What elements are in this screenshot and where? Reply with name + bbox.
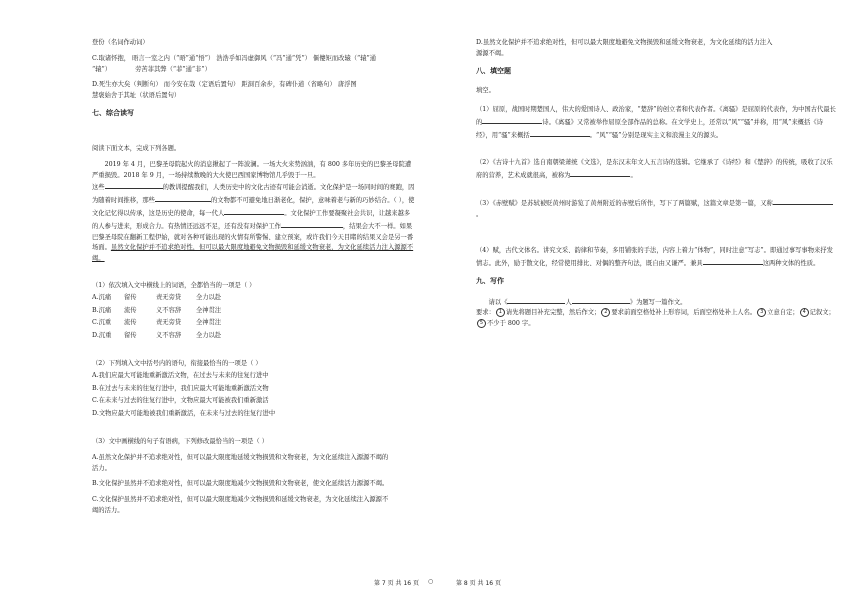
- passage-paragraph-2: 这些 的教训提醒我们，人类历史中的文化古迹有可能会消逝。文化保护是一场同时间的赛跑，因为随着时间推移，那些 的文物都不可避免地日渐老化，保护，意味着老与新的巧妙结合。（ ），使文化记忆得以传承，这是历史的使命，每一代人 。文化保护工作要凝聚社会共识，让越来越多的人参与进来，形成合力。有热情还远远不足，还有没有对保护工作 ，结果会大不一样。如果巴黎圣母院在翻新工程伊始，就对各种可能出现的火情有所警惕、建立预案，或许我们今天目睹的结果又会是另一番场面。虽然文化保护并不追求绝对性，但可以最大限度地避免文物损毁和延缓文物衰老，为文化延续活力注入源源不竭。: [92, 181, 416, 265]
- circled-number: 1: [496, 308, 505, 317]
- section-heading-writing: 九、写作: [476, 276, 504, 285]
- option-d-line: D.死生亦大矣（判断句） 而今安在哉（定语后置句） 距洞百余步，有碑仆道（省略句） 唐浮图: [92, 81, 357, 89]
- circled-number: 4: [800, 308, 809, 317]
- section-heading: 七、综合读写: [92, 108, 134, 117]
- q2-option-d: D.文物应最大可能地被我们重新激活，在未来与过去的往复行进中: [92, 410, 276, 418]
- option-d-line-2: 慧褒始舍于其址（状语后置句）: [92, 92, 181, 100]
- circled-number: 2: [601, 308, 610, 317]
- q1-options: [92, 292, 416, 343]
- q3-option-c: C.文化保护虽然并不追求绝对性，但可以最大限度地减少文物损毁和延缓文物衰老，为文化延续注入源源不: [92, 496, 389, 504]
- q2-option-a: A.我们应最大可能地重新激活文物，在过去与未来的往复行进中: [92, 371, 269, 379]
- q3-option-d-2: 源源不竭。: [476, 49, 508, 57]
- q1-option-a: A.沉痛 留传 责无旁贷 全力以赴: [92, 293, 222, 301]
- circled-number: 5: [477, 319, 486, 328]
- writing-requirements: 要求： 1 请先将题目补充完整，然后作文； 2 要求前面空格处补上形容词，后面空格处补上人名。 3 立意自定； 4 记叙文；5 不少于 800 字。: [476, 309, 835, 328]
- right-page: [430, 0, 860, 608]
- q3-option-a-2: 活力。: [92, 464, 111, 472]
- passage-paragraph: 2019 年 4 月，巴黎圣母院起火的消息揪起了一阵波澜。一场大火来势汹汹，有 800 多年历史的巴黎圣母院遭严重损毁。2018 年 9 月，一场持续数晚的大火使巴西国家博物馆几乎毁于一旦。: [92, 160, 412, 179]
- q3-option-a: A.虽然文化保护并不追求绝对性，但可以最大限度地延缓文物损毁和文物衰老，为文化延续注入源源不竭的: [92, 453, 389, 461]
- binding-mark: ○: [428, 578, 434, 585]
- fill-question-1: （1）屈原，战国时期楚国人，伟大的爱国诗人、政治家，“楚辞”的创立者和代表作者。《离骚》是屈原的代表作，为中国古代最长的 诗。《离骚》又常被举作屈原全部作品的总称。在文学史上，还常以“风”“骚”并称，用“风”来概括《诗经》，用“骚”来概括 。“风”“骚”分别是现实主义和浪漫主义的源头。: [476, 106, 836, 139]
- fill-intro: 填空。: [476, 86, 495, 94]
- q1-option-c: C.沉重 流传 责无旁贷 全神贯注: [92, 319, 222, 327]
- underlined-sentence: 虽然文化保护并不追求绝对性，但可以最大限度地避免文物损毁和延缓文物衰老，为文化延续活力注入源源不竭。: [92, 244, 414, 263]
- q1-option-d: D.沉重 留传 义不容辞 全力以赴: [92, 332, 222, 340]
- writing-prompt: 请以《 人 》为题写一篇作文。: [476, 296, 836, 309]
- section-heading-fill: 八、填空题: [476, 66, 511, 75]
- q2-option-c: C.在未来与过去的往复行进中，文物应最大可能被我们重新激活: [92, 397, 269, 405]
- q3-option-c-2: 竭的活力。: [92, 506, 124, 514]
- question-3: （3）文中画横线的句子有语病，下列修改最恰当的一项是（ ）: [92, 437, 269, 445]
- question-1: （1）依次填入文中横线上的词语，全都恰当的一项是（ ）: [92, 281, 256, 289]
- text-line: 登份（名词作动词）: [92, 39, 149, 46]
- question-2: （2）下列填入文中括号内的语句，衔接最恰当的一项是（ ）: [92, 359, 262, 367]
- page-number-right: 第 8 页 共 16 页: [456, 580, 501, 587]
- fill-question-3: （3）《赤壁赋》是苏轼被贬黄州时游览了黄州附近的赤壁后所作，写下了两篇赋，这篇文章是第一篇，又称。: [476, 197, 836, 221]
- q1-option-b: B.沉痛 流传 义不容辞 全神贯注: [92, 306, 222, 314]
- option-c-line-2: “辕”） 劳苦菲其弊（“菲”通“非”）: [92, 65, 211, 73]
- reading-intro: 阅读下面文本，完成下列各题。: [92, 144, 181, 152]
- fill-question-4: （4）赋，古代文体名。讲究文采、韵律和节奏，多用铺张的手法，内容上着力“体物”，同时注意“写志”。即通过事写事物来抒发情志。此外，励于散文化，经常使用排比、对偶的整齐句法，既自由又谦严。兼具 这两种文体的性质。: [476, 246, 833, 267]
- option-c-line: C.取诸怀抱， 晤言一室之内（“晤”通“悟”） 浩浩乎如冯虚御风（“冯”通“凭”） 傴僂矩而改辕（“辕”通: [92, 54, 377, 62]
- q3-option-b: B.文化保护虽然并不追求绝对性，但可以最大限度地减少文物损毁和文物衰老，使文化延续活力源源不竭。: [92, 480, 389, 488]
- page-number-left: 第 7 页 共 16 页: [374, 580, 419, 587]
- fill-question-2: （2）《古诗十九首》选自南朝梁萧统《文选》，是东汉末年文人五言诗的选辑。它继承了《诗经》和《楚辞》的传统，吸收了汉乐府的营养，艺术成就很高，被称为 。: [476, 158, 833, 179]
- q3-option-d: D.虽然文化保护并不追求绝对性，但可以最大限度地避免文物损毁和延缓文物衰老，为文化延续的活力注入: [476, 39, 773, 46]
- q2-option-b: B.在过去与未来的往复行进中，我们应最大可能地重新激活文物: [92, 384, 269, 392]
- circled-number: 3: [757, 308, 766, 317]
